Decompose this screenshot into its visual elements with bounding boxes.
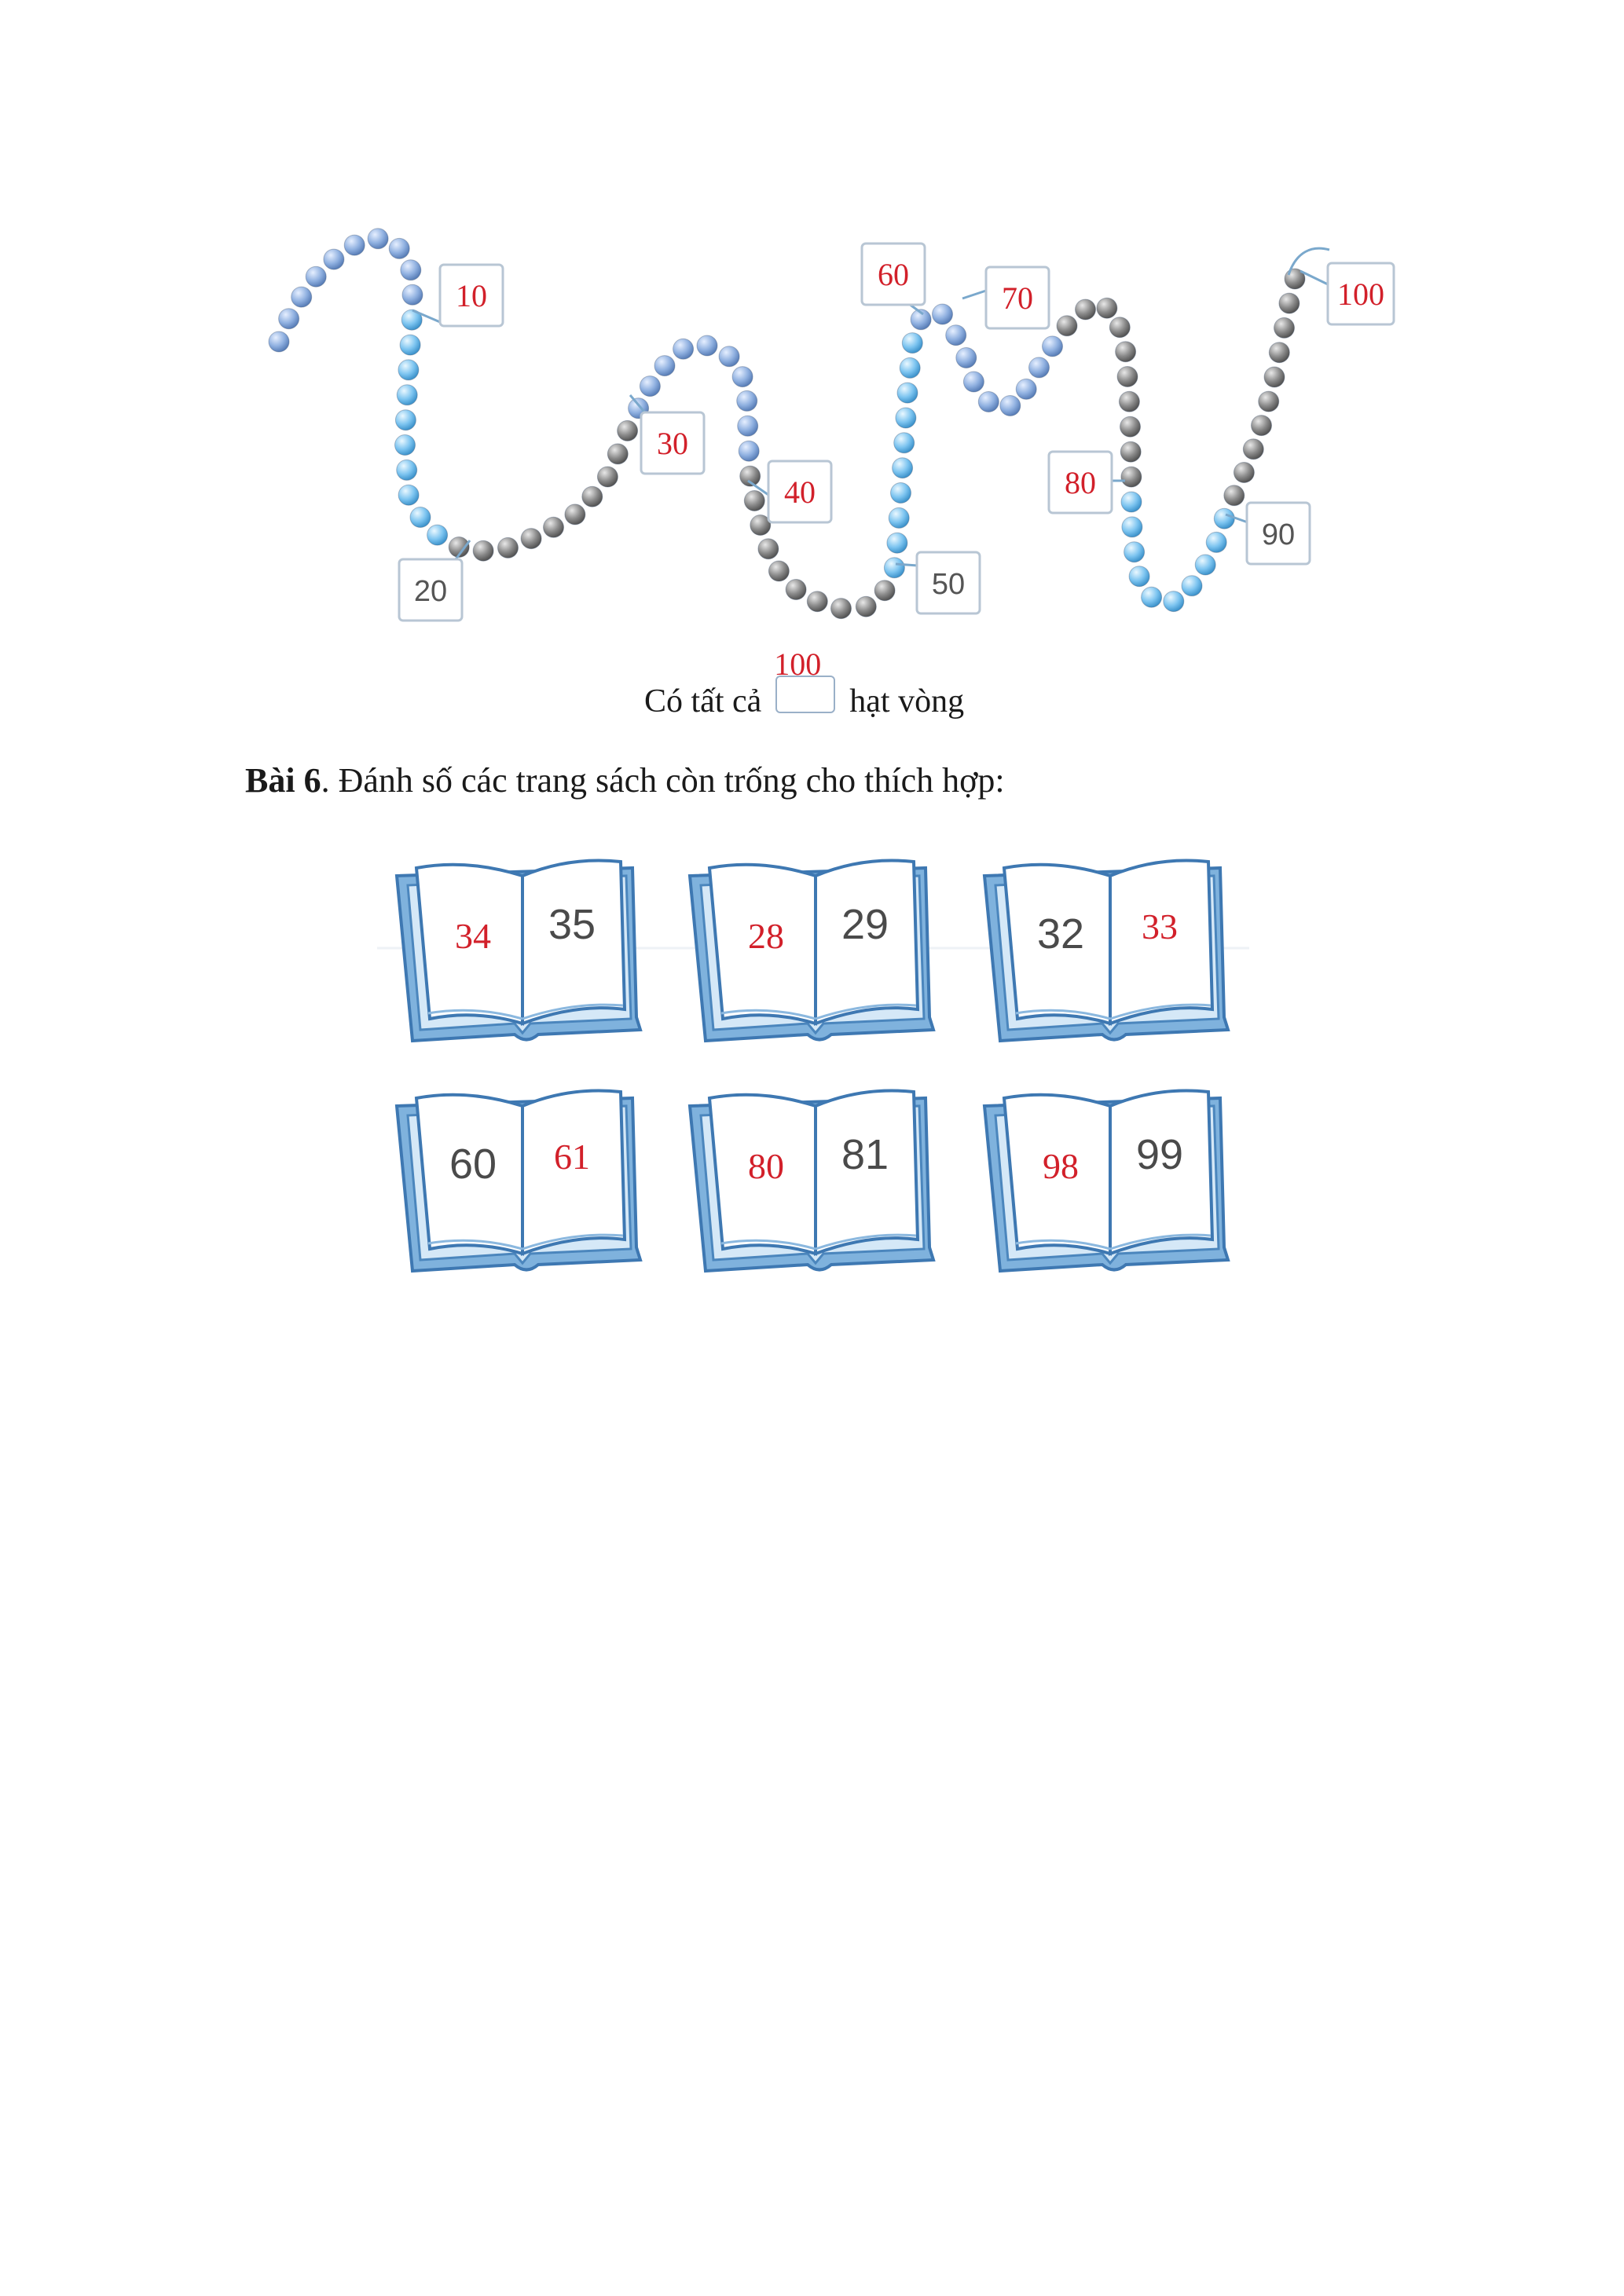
open-book [397, 1090, 640, 1271]
bead-label-40: 40 [784, 474, 816, 510]
exercise-6-instruction: . Đánh số các trang sách còn trống cho thích hợp: [321, 761, 1005, 800]
page-number-answer: 34 [455, 916, 491, 956]
page-number-answer: 98 [1043, 1146, 1079, 1186]
bead-label-60: 60 [878, 257, 909, 292]
bead-label-100: 100 [1337, 276, 1384, 312]
exercise-6-title: Bài 6 [245, 761, 321, 800]
open-book [690, 1090, 933, 1271]
caption-after: hạt vòng [849, 683, 965, 720]
bead-label-20: 20 [413, 575, 448, 608]
open-book [984, 1090, 1228, 1271]
open-book [984, 860, 1228, 1041]
page-number-given: 32 [1036, 910, 1085, 958]
bead-label-80: 80 [1065, 465, 1096, 500]
bead-label-10: 10 [456, 278, 487, 313]
bead-label-90: 90 [1261, 518, 1296, 551]
open-book [690, 860, 933, 1041]
page-number-answer: 61 [554, 1137, 590, 1177]
page-number-given: 99 [1135, 1131, 1184, 1178]
bead-label-30: 30 [657, 426, 688, 461]
page-number-answer: 28 [748, 916, 784, 956]
open-book [397, 860, 640, 1041]
page-number-answer: 33 [1142, 906, 1178, 947]
page-number-given: 81 [841, 1131, 889, 1178]
bead-label-50: 50 [931, 568, 966, 601]
bead-label-70: 70 [1002, 280, 1033, 316]
page-number-given: 60 [449, 1141, 497, 1188]
page-number-given: 29 [841, 901, 889, 948]
page-number-answer: 80 [748, 1146, 784, 1186]
caption-answer: 100 [774, 646, 822, 682]
caption-before: Có tất cả [644, 683, 762, 720]
page-number-given: 35 [548, 901, 596, 948]
